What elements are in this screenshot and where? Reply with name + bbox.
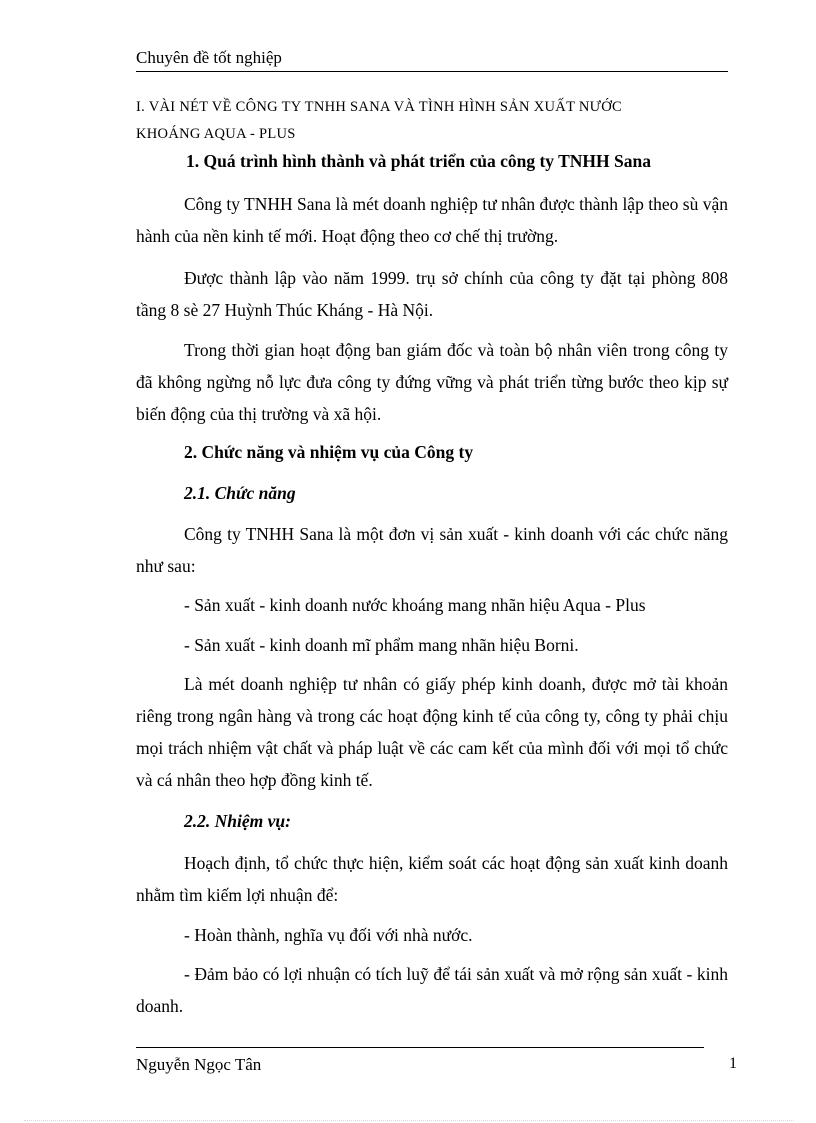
header-rule [136, 71, 728, 72]
bullet-cosmetics: - Sản xuất - kinh doanh mĩ phẩm mang nhãn hiệu Borni. [184, 635, 579, 655]
chapter-title-line-2: KHOÁNG AQUA - PLUS [136, 126, 296, 142]
paragraph-company-intro: Công ty TNHH Sana là mét doanh nghiệp tư nhân được thành lập theo sù vận hành của nền kinh tế mới. Hoạt động theo cơ chế thị trường. [136, 194, 728, 246]
page-header-title: Chuyên đề tốt nghiệp [136, 48, 282, 67]
subsection-duties-heading: 2.2. Nhiệm vụ: [184, 811, 291, 831]
bullet-mineral-water: - Sản xuất - kinh doanh nước khoáng mang nhãn hiệu Aqua - Plus [184, 595, 646, 615]
section-2-heading: 2. Chức năng và nhiệm vụ của Công ty [184, 442, 474, 462]
paragraph-profit-accumulation: - Đảm bảo có lợi nhuận có tích luỹ để tái sản xuất và mở rộng sản xuất - kinh doanh. [136, 964, 728, 1016]
section-1-heading: 1. Quá trình hình thành và phát triển của công ty TNHH Sana [186, 151, 651, 171]
footer-rule [136, 1047, 704, 1048]
chapter-title-line-1: I. VÀI NÉT VỀ CÔNG TY TNHH SANA VÀ TÌNH HÌNH SẢN XUẤT NƯỚC [136, 99, 622, 115]
paragraph-legal-status: Là mét doanh nghiệp tư nhân có giấy phép kinh doanh, được mở tài khoản riêng trong ngân hàng và trong các hoạt động kinh tế của công ty, công ty phải chịu mọi trách nhiệm vật chất và pháp luật về các cam kết của mình đối với mọi tổ chức và cá nhân theo hợp đồng kinh tế. [136, 674, 728, 790]
paragraph-functions-intro: Công ty TNHH Sana là một đơn vị sản xuất - kinh doanh với các chức năng như sau: [136, 524, 728, 576]
paragraph-founding: Được thành lập vào năm 1999. trụ sở chính của công ty đặt tại phòng 808 tầng 8 sè 27 Huỳnh Thúc Kháng - Hà Nội. [136, 268, 728, 320]
footer-author: Nguyễn Ngọc Tân [136, 1055, 262, 1074]
bullet-state-obligations: - Hoàn thành, nghĩa vụ đối với nhà nước. [184, 925, 473, 945]
page-bottom-dotted-border [24, 1120, 794, 1121]
page-number: 1 [729, 1055, 737, 1072]
paragraph-development: Trong thời gian hoạt động ban giám đốc và toàn bộ nhân viên trong công ty đã không ngừng nỗ lực đưa công ty đứng vững và phát triển từng bước theo kịp sự biến động của thị trường và xã hội. [136, 340, 728, 424]
subsection-functions-heading: 2.1. Chức năng [184, 483, 296, 503]
paragraph-duties-intro: Hoạch định, tổ chức thực hiện, kiểm soát các hoạt động sản xuất kinh doanh nhằm tìm kiếm lợi nhuận để: [136, 853, 728, 905]
